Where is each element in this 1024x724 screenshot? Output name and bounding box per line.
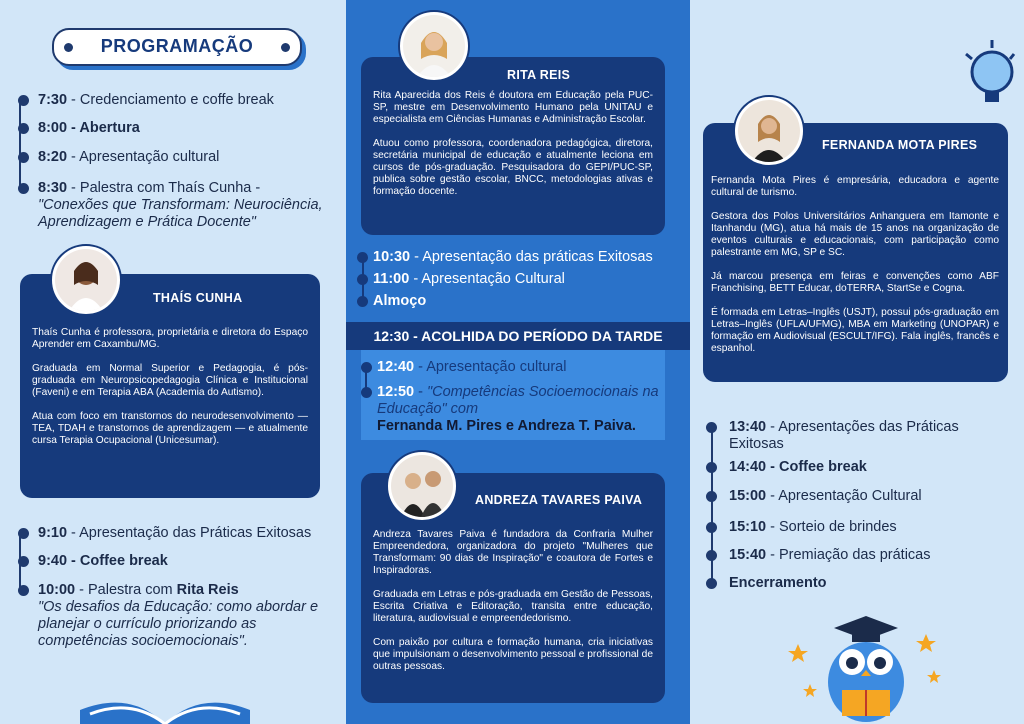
timeline-dot [18, 585, 29, 596]
timeline-dot [18, 152, 29, 163]
schedule-item: 15:40 - Premiação das práticas [729, 547, 989, 564]
speaker-bio: Fernanda Mota Pires é empresária, educadora e agente cultural de turismo. Gestora dos Polos Universitários Anhanguera em Itamonte e Itanhandu (MG), atua há mais de 15 anos na organização de eventos culturais e educacionais, com participação como palestrante em MG, SP e SC. Já marcou presença em feiras e convenções como ABF Franchising, BETT Educar, doTERRA, StartSe e Cogna. É formada em Letras–Inglês (USJT), possui pós-graduação em Letras–Inglês (UFLA/UFMG), MBA em Marketing (UNOPAR) e formação em Audiovisual (ESCULT/IFG). Fala inglês, francês e espanhol. [711, 175, 999, 354]
schedule-item: 10:00 - Palestra com Rita Reis "Os desafios da Educação: como abordar e planejar o currículo priorizando as competências socioemocionais". [38, 582, 328, 650]
schedule-item: 11:00 - Apresentação Cultural [373, 271, 683, 288]
lightbulb-icon [958, 32, 1020, 116]
afternoon-banner [346, 322, 690, 350]
timeline-line [19, 100, 21, 190]
schedule-item: 13:40 - Apresentações das Práticas Exitosas [729, 419, 989, 453]
speaker-name: RITA REIS [507, 68, 571, 82]
speaker-name: THAÍS CUNHA [153, 291, 243, 305]
avatar-fernanda [735, 97, 803, 165]
avatar-thais [52, 246, 120, 314]
schedule-item: 8:20 - Apresentação cultural [38, 149, 338, 166]
timeline-dot [18, 95, 29, 106]
schedule-item: 14:40 - Coffee break [729, 459, 989, 476]
avatar-rita [400, 12, 468, 80]
timeline-dot [706, 550, 717, 561]
speaker-card-thais [20, 274, 320, 498]
afternoon-box [361, 350, 665, 440]
timeline-dot [361, 387, 372, 398]
schedule-item: 15:10 - Sorteio de brindes [729, 519, 989, 536]
speaker-card-fernanda [703, 123, 1008, 382]
timeline-dot [706, 491, 717, 502]
timeline-dot [357, 296, 368, 307]
timeline-dot [18, 123, 29, 134]
title-pill [52, 28, 302, 66]
speaker-bio: Rita Aparecida dos Reis é doutora em Educação pela PUC-SP, mestre em Desenvolvimento Humano pela UNITAU e especialista em Ciências Humanas e Administração Escolar. Atuou como professora, coordenadora pedagógica, diretora, secretária municipal de educação e atualmente leciona em cursos de pós-graduação. Pesquisadora do GEPI/PUC-SP, publica sobre gestão escolar, BNCC, metodologias ativas e formação docente. [373, 90, 653, 197]
timeline-dot [18, 528, 29, 539]
timeline-dot [361, 362, 372, 373]
schedule-item: 8:00 - Abertura [38, 120, 338, 137]
timeline-dot [706, 522, 717, 533]
schedule-item: 12:50 - "Competências Socioemocionais na Educação" com Fernanda M. Pires e Andreza T. Paiva. [377, 384, 662, 435]
right-column [690, 0, 1024, 724]
schedule-item: Encerramento [729, 575, 989, 592]
timeline-dot [357, 252, 368, 263]
speaker-bio: Thaís Cunha é professora, proprietária e diretora do Espaço Aprender em Caxambu/MG. Graduada em Normal Superior e Pedagogia, é pós-graduada em Neuropsicopedagogia Clínica e Institucional (Faveni) e em Terapia ABA (Academia do Autismo). Atua com foco em transtornos do neurodesenvolvimento — TEA, TDAH e transtornos de aprendizagem — e atualmente cursa Terapia Ocupacional (Unicesumar). [32, 327, 308, 446]
banner-text: 12:30 - ACOLHIDA DO PERÍODO DA TARDE [373, 328, 663, 344]
timeline-dot [357, 274, 368, 285]
left-column [0, 0, 346, 724]
page-title: PROGRAMAÇÃO [100, 36, 254, 56]
schedule-item: Almoço [373, 293, 683, 310]
open-book-icon [70, 680, 260, 724]
timeline-dot [706, 422, 717, 433]
speaker-bio: Andreza Tavares Paiva é fundadora da Confraria Mulher Empreendedora, organizadora do projeto "Mulheres que Transformam: 90 dias de Inspiração" e coautora de Fortes e Inspiradoras. Graduada em Letras e pós-graduada em Gestão de Pessoas, Escrita Criativa e Editoração, transita entre educação, literatura, audiovisual e empreendedorismo. Com paixão por cultura e formação humana, cria iniciativas que impulsionam o desenvolvimento pessoal e profissional de outras pessoas. [373, 529, 653, 672]
timeline-dot [706, 462, 717, 473]
schedule-item: 15:00 - Apresentação Cultural [729, 488, 989, 505]
timeline-dot [18, 556, 29, 567]
avatar-andreza [388, 452, 456, 520]
owl-graduate-icon [786, 604, 946, 722]
schedule-item: 12:40 - Apresentação cultural [377, 359, 662, 376]
schedule-item: 7:30 - Credenciamento e coffe break [38, 92, 338, 109]
schedule-item: 8:30 - Palestra com Thaís Cunha - "Conexões que Transformam: Neurociência, Aprendizagem e Prática Docente" [38, 180, 338, 231]
timeline-dot [18, 183, 29, 194]
schedule-item: 9:40 - Coffee break [38, 553, 338, 570]
schedule-item: 10:30 - Apresentação das práticas Exitosas [373, 249, 683, 266]
speaker-name: FERNANDA MOTA PIRES [822, 138, 978, 152]
middle-column [346, 0, 690, 724]
speaker-card-rita [361, 57, 665, 235]
timeline-dot [706, 578, 717, 589]
pill-dot-right [281, 43, 290, 52]
schedule-item: 9:10 - Apresentação das Práticas Exitosas [38, 525, 338, 542]
speaker-name: ANDREZA TAVARES PAIVA [475, 493, 643, 507]
